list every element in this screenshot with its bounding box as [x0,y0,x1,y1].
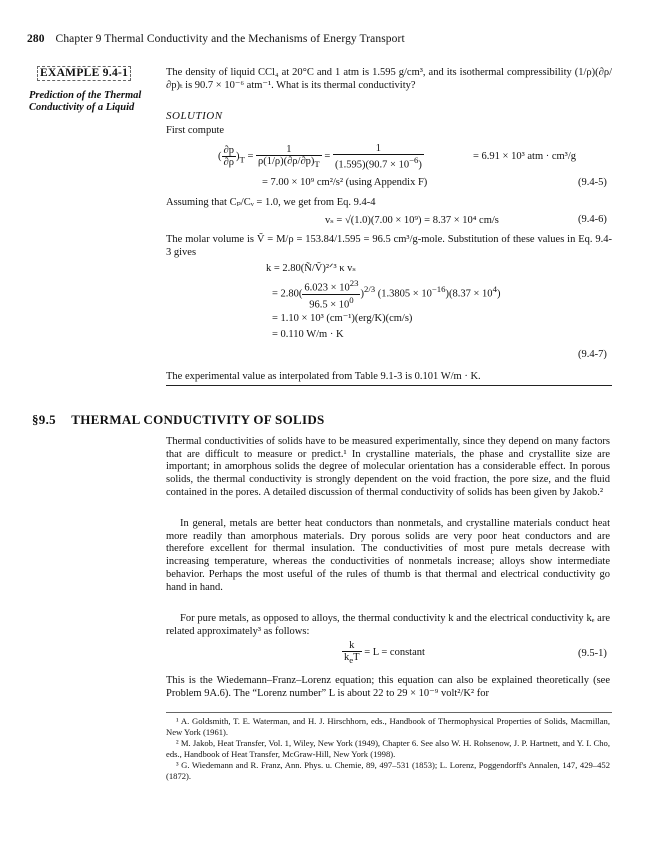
experimental-value-text: The experimental value as interpolated from Table 9.1-3 is 0.101 W/m · K. [166,371,481,382]
section-title: THERMAL CONDUCTIVITY OF SOLIDS [71,412,325,427]
equation-9-5-1: $\frac{k}{k_eT}$ = L = constant [344,640,425,666]
paragraph-text: In general, metals are better heat conductors than nonmetals, and crystalline materials conduct heat more readily than amorphous materials. Dry porous solids are very poor heat conductors and are therefore excellent for thermal insulation. The conductivities of most pure metals decrease with increasing temperature, whereas the conductivities of nonmetals increase; alloys show intermediate behavior. Perhaps the most useful of the rules of thumb is that thermal and electrical conductivity go hand in hand. [166,518,610,593]
equation-9-4-5-lhs: ( $\frac{\partial p}{\partial\rho}$ )$_T$ = $\frac{1}{\rho(1/\rho)(\partial\rho/\partial p)_T}$ = $\frac{1}{(1.595)(90.7 \times 10^{-6})}$ [218,143,422,171]
example-label: EXAMPLE 9.4-1 [37,66,131,81]
equation-number-9-4-7: (9.4-7) [578,349,607,360]
section-paragraph-3 [166,613,610,638]
equation-9-4-5-line2: = 7.00 × 10⁹ cm²/s² (using Appendix F) [262,177,428,188]
equation-9-4-5-line1: = 6.91 × 10³ atm · cm³/g [473,151,577,162]
footnote-2: ² M. Jakob, Heat Transfer, Vol. 1, Wiley, New York (1949), Chapter 6. See also W. H. Rohsenow, J. P. Hartnett, and Y. I. Cho, eds., Handbook of Heat Transfer, McGraw-Hill, New York (1998). [166,738,610,759]
equation-9-4-7-line3: = 1.10 × 10³ (cm⁻¹)(erg/K)(cm/s) [272,313,413,324]
example-statement: The density of liquid CCl₄ at 20°C and 1 atm is 1.595 g/cm³, and its isothermal compressibility (1/ρ)(∂ρ/∂p)ₜ is 90.7 × 10⁻⁶ atm⁻¹. What is its thermal conductivity? [166,67,612,91]
section-paragraph-2 [166,518,610,594]
footnotes [166,716,610,782]
page-number: 280 [27,33,45,45]
solution-heading: SOLUTION [166,110,223,122]
first-compute: First compute [166,125,225,136]
equation-number-9-4-5: (9.4-5) [578,177,607,188]
running-header [27,33,405,45]
paragraph-text: For pure metals, as opposed to alloys, the thermal conductivity k and the electrical conductivity kₑ are related approximately³ as follows: [166,613,610,637]
footnote-1: ¹ A. Goldsmith, T. E. Waterman, and H. J. Hirschhorn, eds., Handbook of Thermophysical Properties of Solids, Macmillan, New York (1961). [166,716,610,737]
equation-9-5-1-rhs: = L = constant [364,646,425,658]
equation-number-9-4-6: (9.4-6) [578,214,607,225]
equation-9-4-7-line4: = 0.110 W/m · K [272,329,344,340]
footnote-3: ³ G. Wiedemann and R. Franz, Ann. Phys. u. Chemie, 89, 497–531 (1853); L. Lorenz, Poggendorff's Annalen, 147, 429–452 (1872). [166,760,610,781]
section-number: §9.5 [32,412,56,427]
running-title: Chapter 9 Thermal Conductivity and the Mechanisms of Energy Transport [55,33,405,45]
molar-volume-text: The molar volume is Ṽ = M/ρ = 153.84/1.595 = 96.5 cm³/g-mole. Substitution of these values in Eq. 9.4-3 gives [166,234,612,258]
equation-9-4-7-line2: = 2.80( $\frac{6.023 \times 10^{23}}{96.5 \times 10^0}$ )$^{2/3}$ $(1.3805 \times 10^{-16})(8.37 \times 10^4)$ [272,278,501,310]
section-paragraph-4 [166,675,610,700]
paragraph-text: This is the Wiedemann–Franz–Lorenz equation; this equation can also be explained theoretically (see Problem 9A.6). The “Lorenz number” L is about 22 to 29 × 10⁻⁹ volt²/K² for [166,675,610,699]
equation-9-4-7-line1: k = 2.80(Ñ/Ṽ)²ᐟ³ κ vₛ [266,263,356,274]
assuming-text: Assuming that Cₚ/Cᵥ = 1.0, we get from Eq. 9.4-4 [166,197,376,208]
example-subtitle: Prediction of the Thermal Conductivity of a Liquid [29,90,142,113]
equation-9-4-6: vₛ = √(1.0)(7.00 × 10⁹) = 8.37 × 10⁴ cm/s [325,215,499,226]
section-heading [32,412,325,428]
footnote-rule [166,712,612,713]
equation-number-9-5-1: (9.5-1) [578,648,607,659]
paragraph-text: Thermal conductivities of solids have to be measured experimentally, since they depend on many factors that are difficult to measure or predict.¹ In crystalline materials, the phase and crystallite size are important; in amorphous solids the degree of molecular orientation has a considerable effect. In porous solids, the thermal conductivity is strongly dependent on the void fraction, the pore size, and the fluid contained in the pores. A detailed discussion of thermal conductivity of solids has been given by Jakob.² [166,436,610,498]
section-paragraph-1 [166,436,610,500]
example-end-rule [166,385,612,386]
